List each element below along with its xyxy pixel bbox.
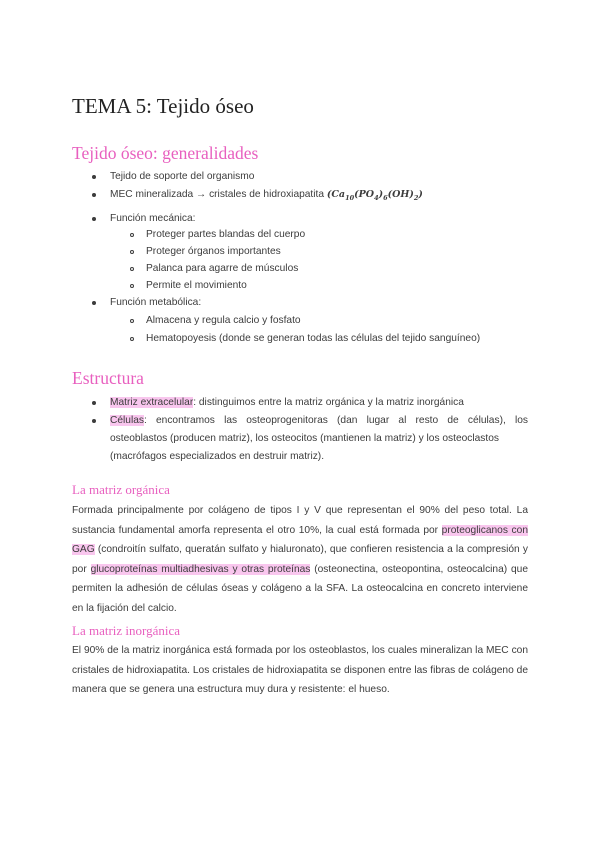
list-item: Células: encontramos las osteoprogenitoras (dan lugar al resto de células), los: [110, 415, 528, 426]
heading-matriz-inorganica: La matriz inorgánica: [72, 623, 181, 638]
bullet-dot: [92, 301, 96, 305]
bullet-dot: [92, 193, 96, 197]
highlight: glucoproteínas multiadhesivas y otras proteínas: [90, 563, 311, 575]
bullet-ring: [130, 337, 134, 341]
highlight: Células: [110, 415, 144, 426]
bullet-ring: [130, 284, 134, 288]
list-item-text: MEC mineralizada → cristales de hidroxiapatita: [110, 189, 325, 200]
list-item: Tejido de soporte del organismo: [110, 171, 255, 182]
highlight: Matriz extracelular: [110, 397, 194, 408]
bullet-ring: [130, 250, 134, 254]
heading-estructura: Estructura: [72, 368, 144, 388]
sub-list-item: Almacena y regula calcio y fosfato: [146, 315, 301, 326]
paragraph-organica: Formada principalmente por colágeno de tipos I y V que representan el 90% del peso total. La sustancia fundamental amorfa representa el otro 10%, la cual está formada por proteoglicanos con GAG (condroitín sulfato, queratán sulfato y hialuronato), que confieren resistencia a la compresión y por glucoproteínas multiadhesivas y otras proteínas (osteonectina, osteopontina, osteocalcina) que permiten la adhesión de células óseas y colágeno a la SFA. La osteocalcina en concreto interviene en la fijación del calcio.: [72, 505, 528, 614]
list-item: Función metabólica:: [110, 297, 202, 308]
bullet-dot: [92, 217, 96, 221]
paragraph-inorganica: El 90% de la matriz inorgánica está formada por los osteoblastos, los cuales mineralizan la MEC con cristales de hidroxiapatita. Los cristales de hidroxiapatita se disponen entre las fibras de colágeno de manera que se genera una estructura muy dura y resistente: el hueso.: [72, 645, 528, 695]
sub-list-item: Proteger órganos importantes: [146, 246, 281, 257]
sub-list-item: Hematopoyesis (donde se generan todas las células del tejido sanguíneo): [146, 333, 481, 344]
page-title: TEMA 5: Tejido óseo: [72, 94, 254, 118]
heading-generalidades: Tejido óseo: generalidades: [72, 143, 259, 163]
bullet-dot: [92, 175, 96, 179]
highlight: proteoglicanos con GAG: [72, 524, 528, 555]
chemical-formula: $(Ca_{10}(PO_4)_6(OH)_2)$: [326, 189, 423, 202]
bullet-dot: [92, 401, 96, 405]
list-item: Función mecánica:: [110, 213, 196, 224]
bullet-dot: [92, 419, 96, 423]
heading-matriz-organica: La matriz orgánica: [72, 482, 170, 497]
sub-list-item: Palanca para agarre de músculos: [146, 263, 299, 274]
bullet-ring: [130, 267, 134, 271]
sub-list-item: Permite el movimiento: [146, 280, 247, 291]
bullet-ring: [130, 233, 134, 237]
list-item-continuation: (macrófagos especializados en destruir matriz).: [110, 451, 325, 462]
list-item-continuation: osteoblastos (producen matriz), los osteocitos (mantienen la matriz) y los osteoclastos: [110, 433, 499, 444]
list-item: Matriz extracelular: distinguimos entre la matriz orgánica y la matriz inorgánica: [110, 397, 464, 408]
list-item: [110, 188, 423, 205]
sub-list-item: Proteger partes blandas del cuerpo: [146, 229, 306, 240]
bullet-ring: [130, 319, 134, 323]
